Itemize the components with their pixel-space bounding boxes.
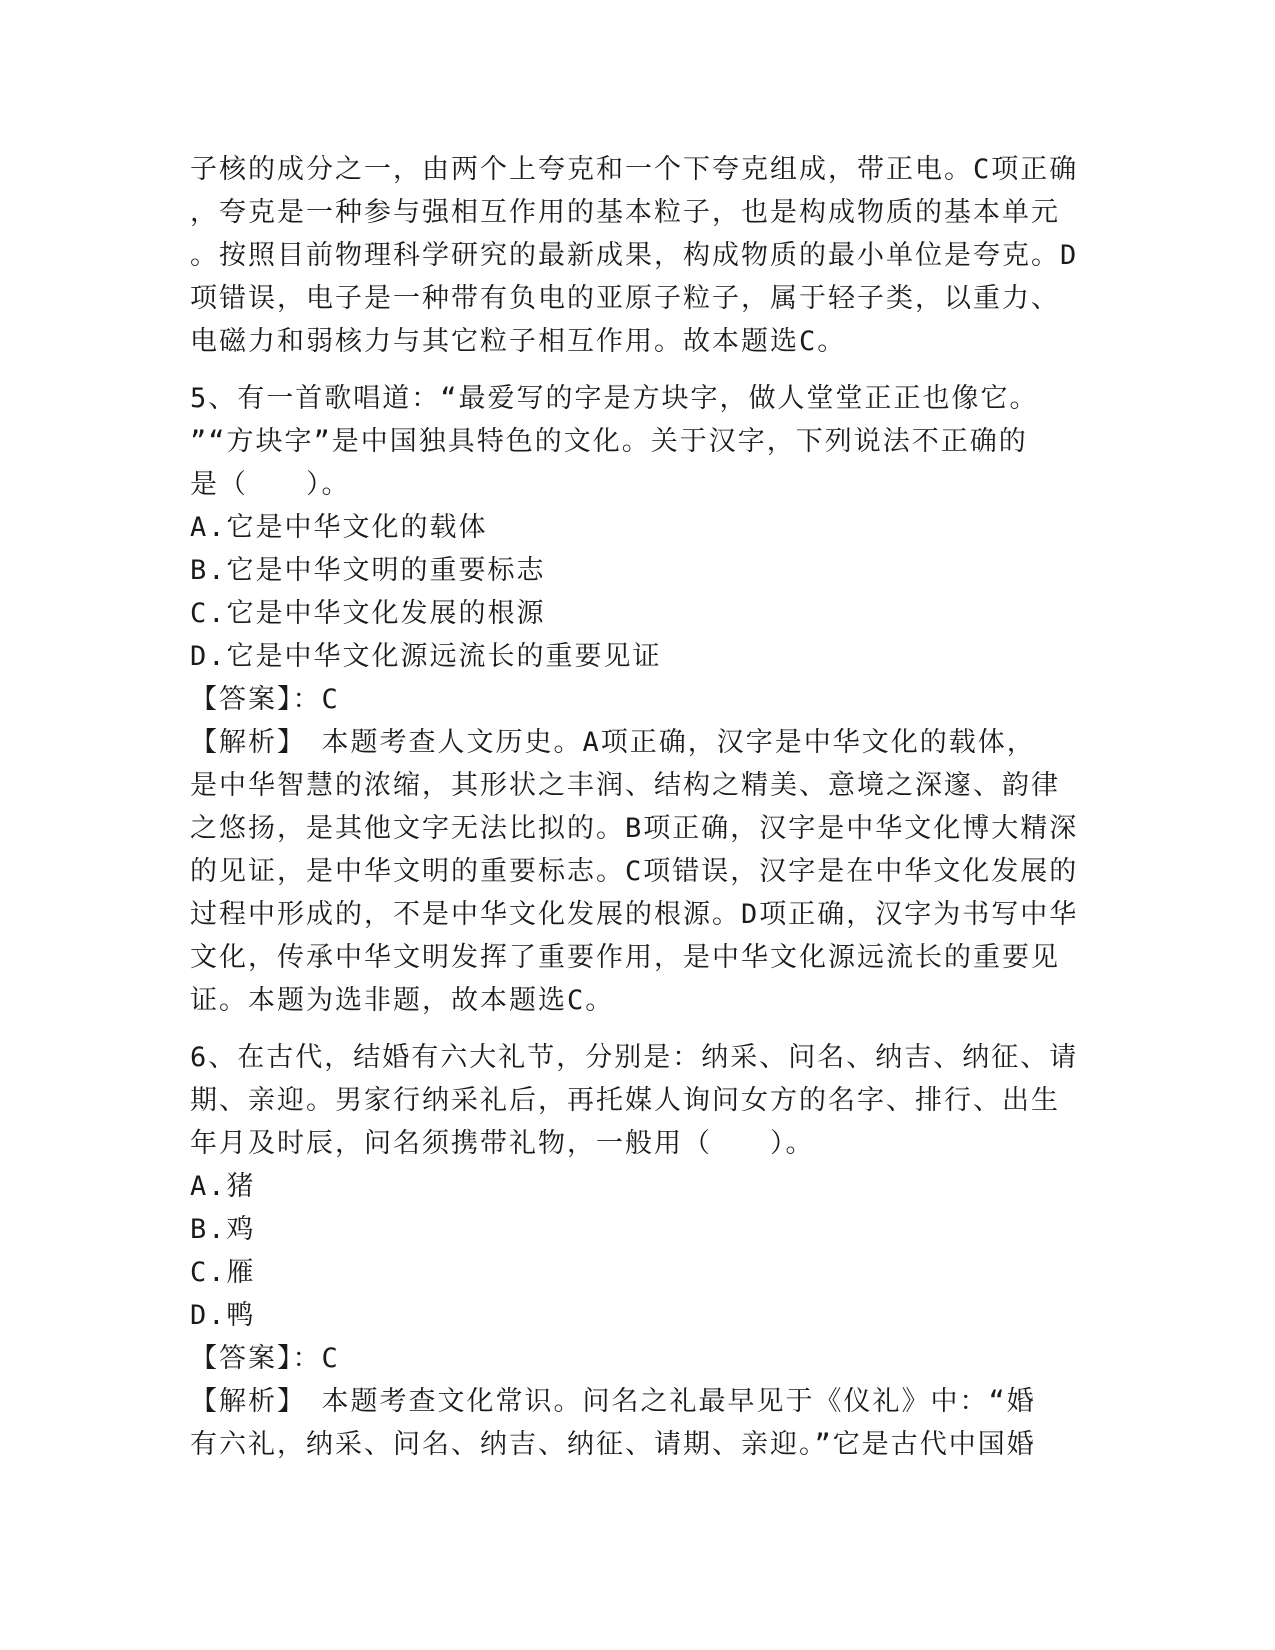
analysis-line: 之悠扬，是其他文字无法比拟的。B项正确，汉字是中华文化博大精深 [190,813,1079,844]
option-b: B.它是中华文明的重要标志 [190,555,546,586]
option-d: D.鸭 [190,1300,256,1331]
analysis-line: 【解析】 本题考查人文历史。A项正确，汉字是中华文化的载体， [190,727,1036,758]
paragraph-gap [190,363,1090,377]
option-d: D.它是中华文化源远流长的重要见证 [190,641,662,672]
answer-line: 【答案】：C [190,684,340,715]
analysis-line: 文化，传承中华文明发挥了重要作用，是中华文化源远流长的重要见 [190,942,1060,973]
text-line: 电磁力和弱核力与其它粒子相互作用。故本题选C。 [190,326,847,357]
text-line: 项错误，电子是一种带有负电的亚原子粒子，属于轻子类，以重力、 [190,283,1060,314]
answer-line: 【答案】：C [190,1343,340,1374]
previous-analysis-continuation [190,148,1090,363]
option-a: A.猪 [190,1171,256,1202]
text-line: 子核的成分之一，由两个上夸克和一个下夸克组成，带正电。C项正确 [190,154,1079,185]
question-stem-line: 6、在古代，结婚有六大礼节，分别是：纳采、问名、纳吉、纳征、请 [190,1042,1079,1073]
question-6 [190,1036,1090,1466]
question-stem-line: 年月及时辰，问名须携带礼物，一般用（ ）。 [190,1128,815,1159]
paragraph-gap [190,1022,1090,1036]
question-stem-line: 是（ ）。 [190,469,351,500]
option-c: C.雁 [190,1257,256,1288]
question-stem-line: ”“方块字”是中国独具特色的文化。关于汉字，下列说法不正确的 [190,426,1028,457]
analysis-line: 【解析】 本题考查文化常识。问名之礼最早见于《仪礼》中：“婚 [190,1386,1036,1417]
analysis-line: 过程中形成的，不是中华文化发展的根源。D项正确，汉字为书写中华 [190,899,1079,930]
option-a: A.它是中华文化的载体 [190,512,488,543]
text-line: ，夸克是一种参与强相互作用的基本粒子，也是构成物质的基本单元 [190,197,1060,228]
question-stem-line: 5、有一首歌唱道：“最爱写的字是方块字，做人堂堂正正也像它。 [190,383,1039,414]
question-5 [190,377,1090,1022]
analysis-line: 的见证，是中华文明的重要标志。C项错误，汉字是在中华文化发展的 [190,856,1079,887]
option-c: C.它是中华文化发展的根源 [190,598,546,629]
option-b: B.鸡 [190,1214,256,1245]
analysis-line: 有六礼，纳采、问名、纳吉、纳征、请期、亲迎。”它是古代中国婚 [190,1429,1036,1460]
document-page [190,148,1090,1466]
question-stem-line: 期、亲迎。男家行纳采礼后，再托媒人询问女方的名字、排行、出生 [190,1085,1060,1116]
analysis-line: 证。本题为选非题，故本题选C。 [190,985,615,1016]
text-line: 。按照目前物理科学研究的最新成果，构成物质的最小单位是夸克。D [190,240,1079,271]
analysis-line: 是中华智慧的浓缩，其形状之丰润、结构之精美、意境之深邃、韵律 [190,770,1060,801]
